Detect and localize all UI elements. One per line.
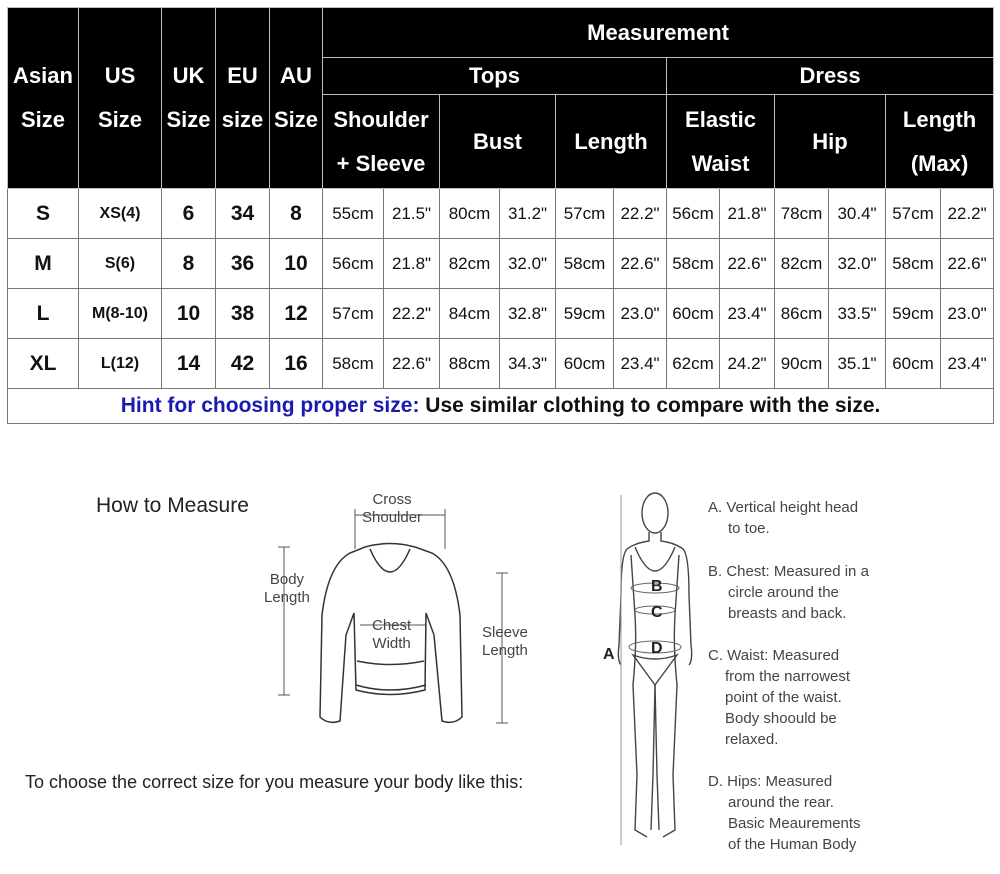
size-hint: Hint for choosing proper size: Use similar clothing to compare with the size. (8, 389, 994, 424)
us-size-cell: M(8-10) (79, 289, 162, 339)
measurement-cell: 32.0" (829, 239, 886, 289)
col-header-elastic-waist: Elastic Waist (667, 95, 775, 189)
chest-width-label: Chest Width (372, 617, 412, 652)
col-header-eu-size: EU size (216, 8, 270, 189)
measurement-cell: 59cm (886, 289, 941, 339)
measurement-cell: 23.4" (614, 339, 667, 389)
au-size-cell: 16 (270, 339, 323, 389)
marker-b: B (651, 578, 663, 595)
table-row (8, 239, 994, 289)
description-c: C. Waist: Measured from the narrowest point of the waist. Body shoould be relaxed. (708, 647, 851, 748)
col-header-length: Length (556, 95, 667, 189)
size-chart-table (7, 7, 994, 424)
choose-size-instruction: To choose the correct size for you measure your body like this: (25, 772, 524, 792)
measurement-cell: 22.6" (384, 339, 440, 389)
col-header-asian-size: Asian Size (8, 8, 79, 189)
col-header-dress-length: Length (Max) (886, 95, 994, 189)
marker-c: C (651, 604, 663, 621)
measurement-cell: 32.8" (500, 289, 556, 339)
measurement-cell: 58cm (886, 239, 941, 289)
us-size-cell: S(6) (79, 239, 162, 289)
header-measurement: Measurement (323, 8, 994, 58)
uk-size-cell: 6 (162, 189, 216, 239)
description-d: D. Hips: Measured around the rear. Basic Meaurements of the Human Body (708, 773, 861, 853)
table-row (8, 189, 994, 239)
measurement-cell: 62cm (667, 339, 720, 389)
measurement-cell: 23.4" (720, 289, 775, 339)
col-header-bust: Bust (440, 95, 556, 189)
eu-size-cell: 36 (216, 239, 270, 289)
measurement-cell: 22.2" (941, 189, 994, 239)
measurement-cell: 90cm (775, 339, 829, 389)
body-length-label: Body Length (264, 571, 310, 606)
cross-shoulder-label: Cross Shoulder (362, 491, 423, 526)
measurement-cell: 23.0" (614, 289, 667, 339)
measurement-cell: 22.2" (384, 289, 440, 339)
table-row (8, 289, 994, 339)
measurement-cell: 78cm (775, 189, 829, 239)
measurement-cell: 22.6" (614, 239, 667, 289)
measurement-cell: 82cm (440, 239, 500, 289)
measurement-cell: 58cm (667, 239, 720, 289)
measurement-cell: 23.0" (941, 289, 994, 339)
asian-size-cell: XL (8, 339, 79, 389)
table-row (8, 339, 994, 389)
measurement-cell: 35.1" (829, 339, 886, 389)
eu-size-cell: 38 (216, 289, 270, 339)
measurement-cell: 86cm (775, 289, 829, 339)
measurement-cell: 23.4" (941, 339, 994, 389)
measurement-cell: 82cm (775, 239, 829, 289)
measurement-cell: 22.6" (720, 239, 775, 289)
measurement-cell: 22.2" (614, 189, 667, 239)
us-size-cell: L(12) (79, 339, 162, 389)
au-size-cell: 12 (270, 289, 323, 339)
measurement-cell: 32.0" (500, 239, 556, 289)
uk-size-cell: 10 (162, 289, 216, 339)
description-a: A. Vertical height head to toe. (708, 499, 859, 537)
measurement-cell: 21.5" (384, 189, 440, 239)
header-tops: Tops (323, 58, 667, 95)
measurement-cell: 57cm (556, 189, 614, 239)
uk-size-cell: 14 (162, 339, 216, 389)
description-b: B. Chest: Measured in a circle around the breasts and back. (708, 563, 869, 622)
eu-size-cell: 42 (216, 339, 270, 389)
measurement-cell: 60cm (886, 339, 941, 389)
uk-size-cell: 8 (162, 239, 216, 289)
us-size-cell: XS(4) (79, 189, 162, 239)
measurement-cell: 58cm (323, 339, 384, 389)
au-size-cell: 8 (270, 189, 323, 239)
measurement-cell: 88cm (440, 339, 500, 389)
measurement-cell: 57cm (323, 289, 384, 339)
col-header-us-size: US Size (79, 8, 162, 189)
measurement-cell: 24.2" (720, 339, 775, 389)
measurement-cell: 31.2" (500, 189, 556, 239)
measurement-cell: 60cm (667, 289, 720, 339)
measurement-cell: 60cm (556, 339, 614, 389)
marker-d: D (651, 640, 663, 657)
measurement-cell: 80cm (440, 189, 500, 239)
measurement-cell: 84cm (440, 289, 500, 339)
header-dress: Dress (667, 58, 994, 95)
measurement-cell: 22.6" (941, 239, 994, 289)
asian-size-cell: S (8, 189, 79, 239)
col-header-shoulder-sleeve: Shoulder + Sleeve (323, 95, 440, 189)
measurement-cell: 21.8" (384, 239, 440, 289)
eu-size-cell: 34 (216, 189, 270, 239)
measurement-cell: 55cm (323, 189, 384, 239)
body-figure (595, 485, 705, 865)
measurement-cell: 30.4" (829, 189, 886, 239)
measurement-cell: 57cm (886, 189, 941, 239)
au-size-cell: 10 (270, 239, 323, 289)
asian-size-cell: M (8, 239, 79, 289)
asian-size-cell: L (8, 289, 79, 339)
measurement-cell: 56cm (323, 239, 384, 289)
measurement-cell: 58cm (556, 239, 614, 289)
col-header-hip: Hip (775, 95, 886, 189)
col-header-uk-size: UK Size (162, 8, 216, 189)
measurement-cell: 33.5" (829, 289, 886, 339)
marker-a: A (603, 646, 615, 663)
measurement-cell: 34.3" (500, 339, 556, 389)
measurement-cell: 56cm (667, 189, 720, 239)
measurement-cell: 59cm (556, 289, 614, 339)
sleeve-length-label: Sleeve Length (482, 624, 528, 659)
how-to-measure-title: How to Measure (96, 494, 249, 517)
col-header-au-size: AU Size (270, 8, 323, 189)
measurement-cell: 21.8" (720, 189, 775, 239)
